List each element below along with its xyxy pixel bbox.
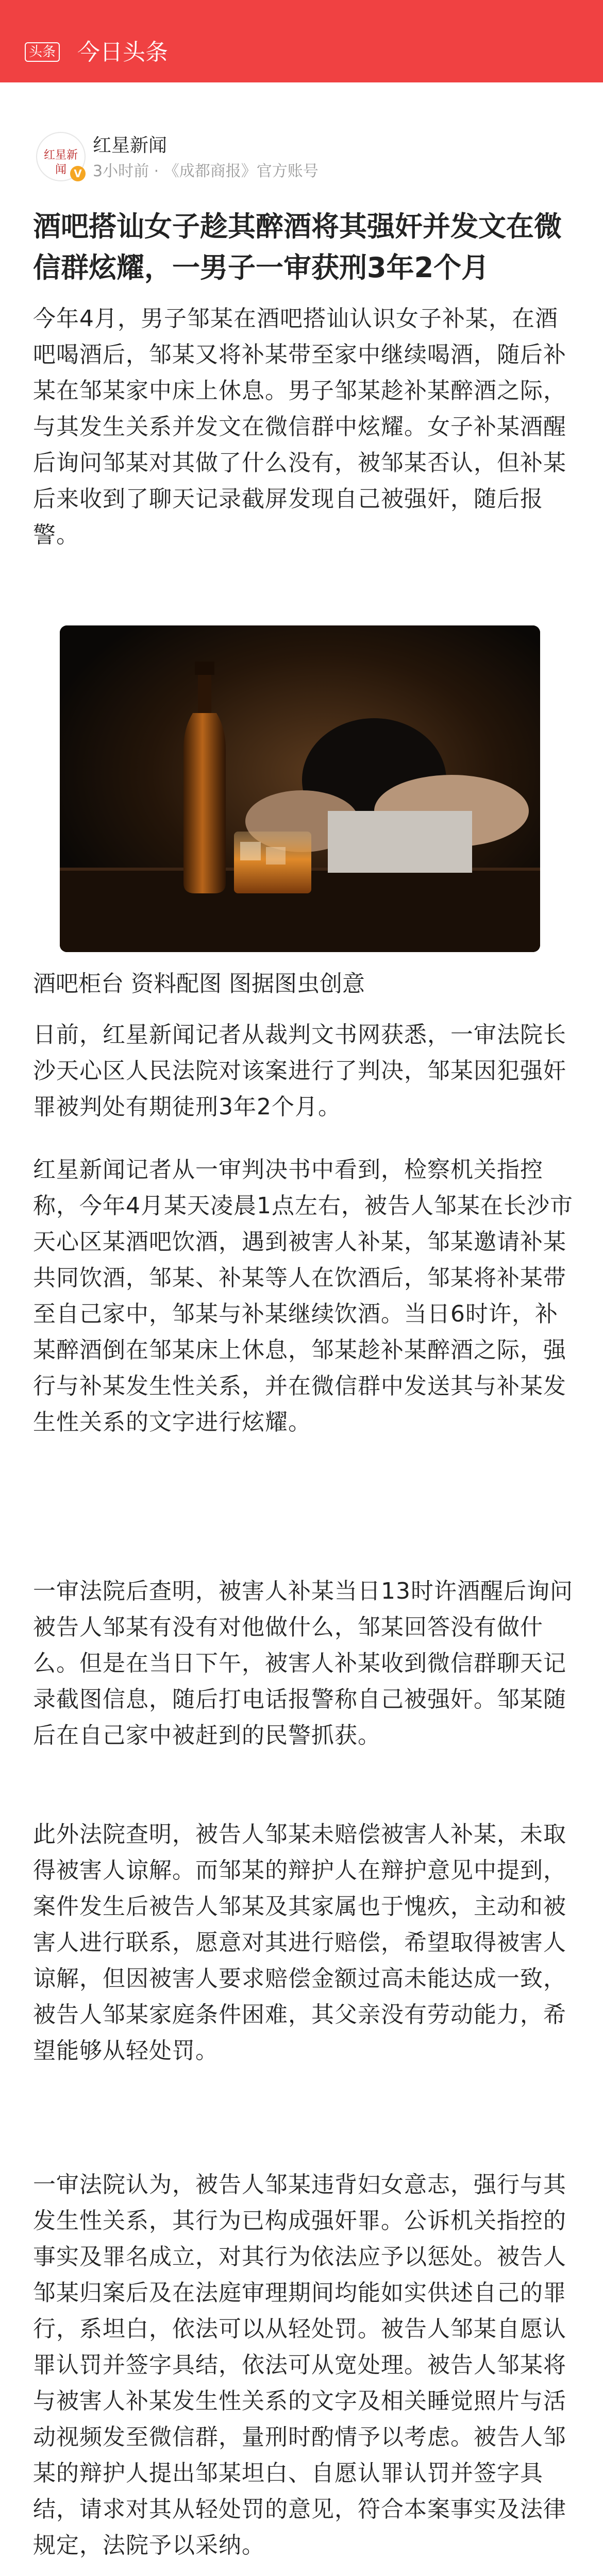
image-caption: 酒吧柜台 资料配图 图据图虫创意 — [33, 971, 365, 997]
app-logo[interactable]: 头条 — [25, 42, 60, 62]
verified-badge-icon: V — [70, 166, 86, 181]
article-paragraph-4: 一审法院后查明，被害人补某当日13时许酒醒后询问被告人邹某有没有对他做什么，邹某回答没有做什么。但是在当日下午，被害人补某收到微信群聊天记录截图信息，随后打电话报警称自己被强奸。邹某随后在自己家中被赶到的民警抓获。 — [33, 1578, 573, 1749]
bar-counter-illustration — [60, 625, 540, 952]
article-paragraph-2: 日前，红星新闻记者从裁判文书网获悉，一审法院长沙天心区人民法院对该案进行了判决，邹某因犯强奸罪被判处有期徒刑3年2个月。 — [33, 1022, 566, 1120]
author-name[interactable]: 红星新闻 — [93, 135, 167, 156]
article-photo[interactable] — [60, 625, 540, 952]
avatar-logo-text: 红星新闻 — [43, 149, 78, 176]
article-paragraph-6: 一审法院认为，被告人邹某违背妇女意志，强行与其发生性关系，其行为已构成强奸罪。公诉机关指控的事实及罪名成立，对其行为依法应予以惩处。被告人邹某归案后及在法庭审理期间均能如实供述自己的罪行，系坦白，依法可以从轻处罚。被告人邹某自愿认罪认罚并签字具结，依法可从宽处理。被告人邹某将与被害人补某发生性关系的文字及相关睡觉照片与活动视频发至微信群，量刑时酌情予以考虑。被告人邹某的辩护人提出邹某坦白、自愿认罪认罚并签字具结，请求对其从轻处罚的意见，符合本案事实及法律规定，法院予以采纳。 — [33, 2172, 566, 2558]
article-paragraph-3: 红星新闻记者从一审判决书中看到，检察机关指控称，今年4月某天凌晨1点左右，被告人邹某在长沙市天心区某酒吧饮酒，遇到被害人补某，邹某邀请补某共同饮酒，邹某、补某等人在饮酒后，邹某将补某带至自己家中，邹某与补某继续饮酒。当日6时许，补某醉酒倒在邹某床上休息，邹某趁补某醉酒之际，强行与补某发生性关系，并在微信群中发送其与补某发生性关系的文字进行炫耀。 — [33, 1157, 573, 1435]
article-paragraph-1: 今年4月，男子邹某在酒吧搭讪认识女子补某，在酒吧喝酒后，邹某又将补某带至家中继续喝酒，随后补某在邹某家中床上休息。男子邹某趁补某醉酒之际，与其发生关系并发文在微信群中炫耀。女子补某酒醒后询问邹某对其做了什么没有，被邹某否认，但补某后来收到了聊天记录截屏发现自己被强奸，随后报警。 — [33, 306, 566, 548]
author-meta: 3小时前 · 《成都商报》官方账号 — [93, 162, 319, 180]
article-paragraph-5: 此外法院查明，被告人邹某未赔偿被害人补某，未取得被害人谅解。而邹某的辩护人在辩护意见中提到，案件发生后被告人邹某及其家属也于愧疚，主动和被害人进行联系，愿意对其进行赔偿，希望取得被害人谅解，但因被害人要求赔偿金额过高未能达成一致，被告人邹某家庭条件困难，其父亲没有劳动能力，希望能够从轻处罚。 — [33, 1821, 566, 2064]
article-title: 酒吧搭讪女子趁其醉酒将其强奸并发文在微信群炫耀，一男子一审获刑3年2个月 — [33, 210, 562, 284]
top-bar — [0, 0, 603, 82]
author-row[interactable] — [25, 132, 578, 183]
app-title: 今日头条 — [77, 39, 168, 65]
